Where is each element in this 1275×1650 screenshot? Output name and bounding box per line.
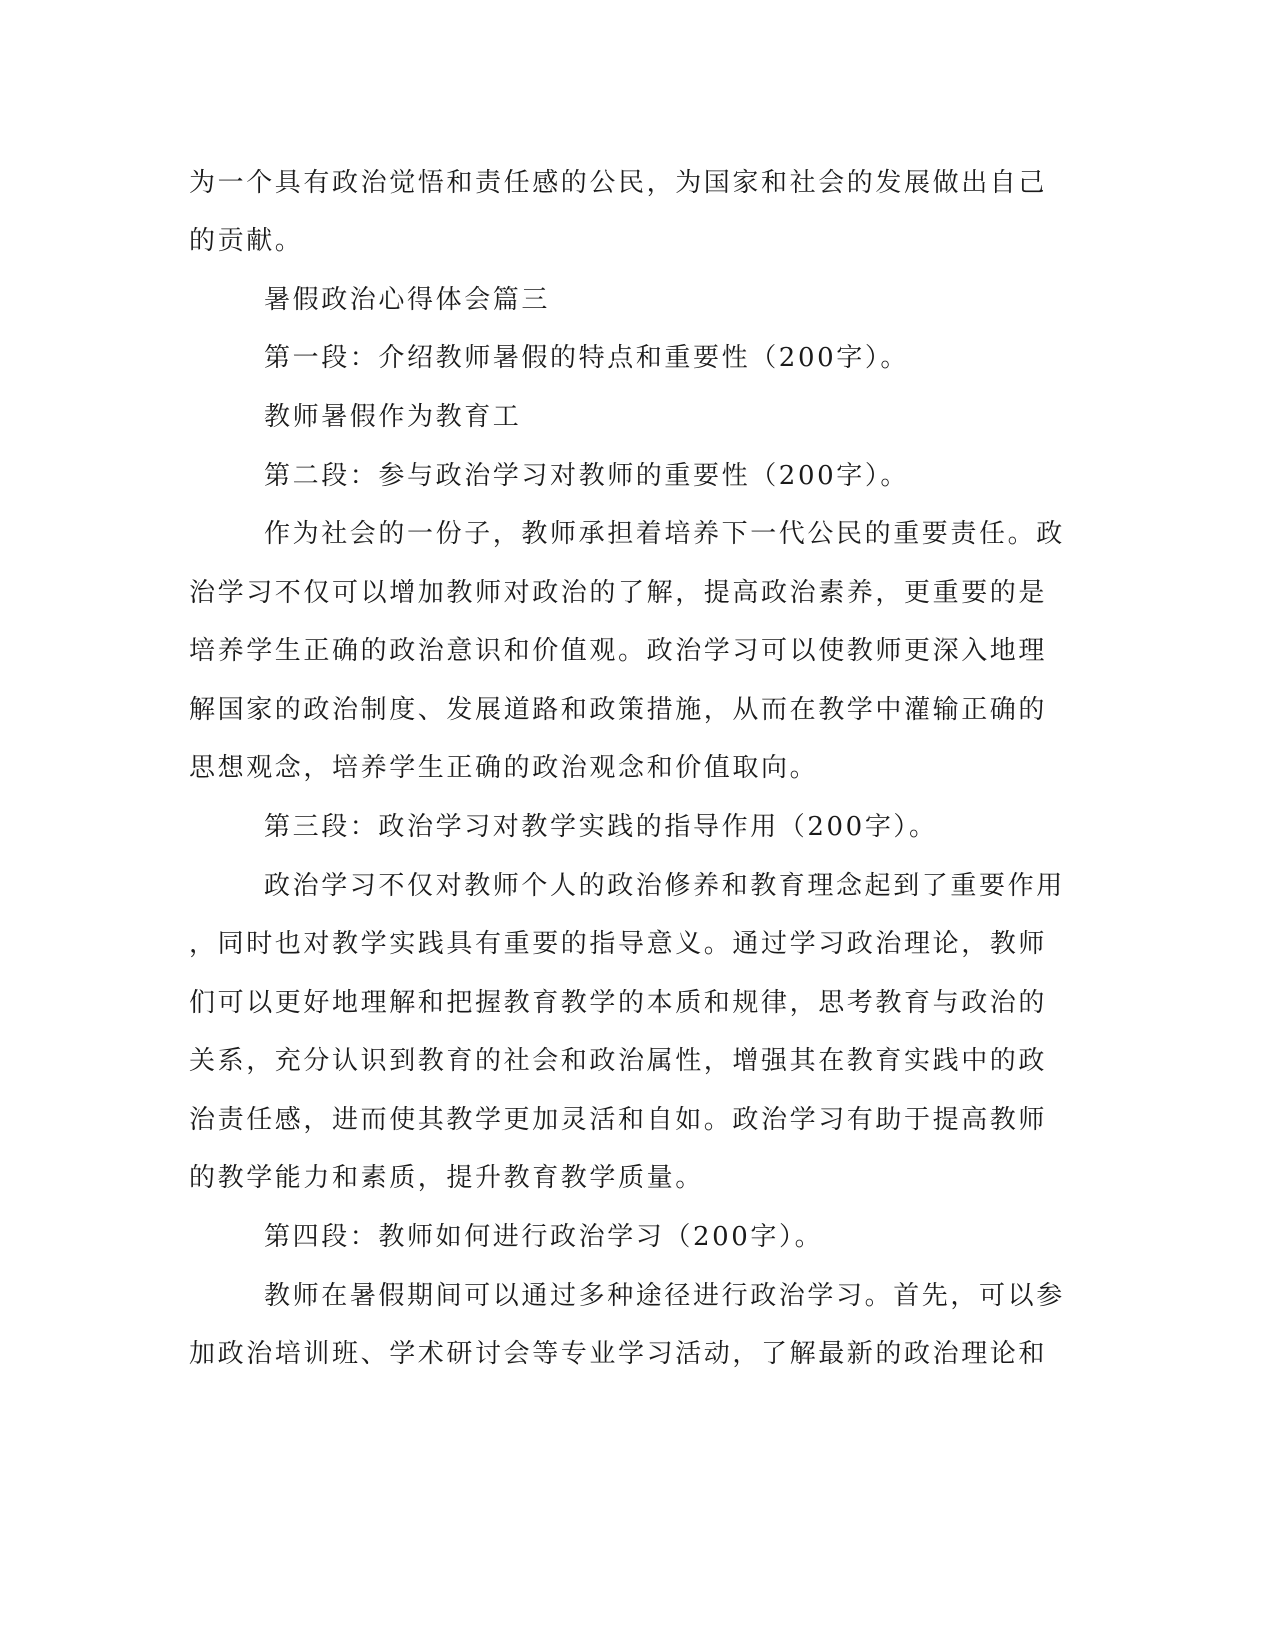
text-line: 培养学生正确的政治意识和价值观。政治学习可以使教师更深入地理: [189, 636, 1048, 666]
text-line: 作为社会的一份子，教师承担着培养下一代公民的重要责任。政: [264, 519, 1065, 549]
text-line: 为一个具有政治觉悟和责任感的公民，为国家和社会的发展做出自己: [189, 168, 1048, 198]
text-line: 的教学能力和素质，提升教育教学质量。: [189, 1163, 704, 1193]
text-line: 教师在暑假期间可以通过多种途径进行政治学习。首先，可以参: [264, 1281, 1065, 1311]
section-heading: 暑假政治心得体会篇三: [264, 285, 551, 315]
paragraph-heading: 第四段：教师如何进行政治学习（200字）。: [264, 1222, 824, 1252]
paragraph-heading: 第二段：参与政治学习对教师的重要性（200字）。: [264, 461, 910, 491]
text-line: 治责任感，进而使其教学更加灵活和自如。政治学习有助于提高教师: [189, 1105, 1048, 1135]
paragraph-heading: 第一段：介绍教师暑假的特点和重要性（200字）。: [264, 343, 910, 373]
text-line: ，同时也对教学实践具有重要的指导意义。通过学习政治理论，教师: [189, 929, 1048, 959]
text-line: 思想观念，培养学生正确的政治观念和价值取向。: [189, 753, 819, 783]
text-line: 们可以更好地理解和把握教育教学的本质和规律，思考教育与政治的: [189, 988, 1048, 1018]
text-line: 解国家的政治制度、发展道路和政策措施，从而在教学中灌输正确的: [189, 695, 1048, 725]
text-line: 关系，充分认识到教育的社会和政治属性，增强其在教育实践中的政: [189, 1046, 1048, 1076]
text-line: 政治学习不仅对教师个人的政治修养和教育理念起到了重要作用: [264, 871, 1065, 901]
text-line: 的贡献。: [189, 226, 304, 256]
paragraph-heading: 第三段：政治学习对教学实践的指导作用（200字）。: [264, 812, 938, 842]
text-line: 治学习不仅可以增加教师对政治的了解，提高政治素养，更重要的是: [189, 578, 1048, 608]
text-line: 加政治培训班、学术研讨会等专业学习活动，了解最新的政治理论和: [189, 1339, 1048, 1369]
text-line: 教师暑假作为教育工: [264, 402, 522, 432]
